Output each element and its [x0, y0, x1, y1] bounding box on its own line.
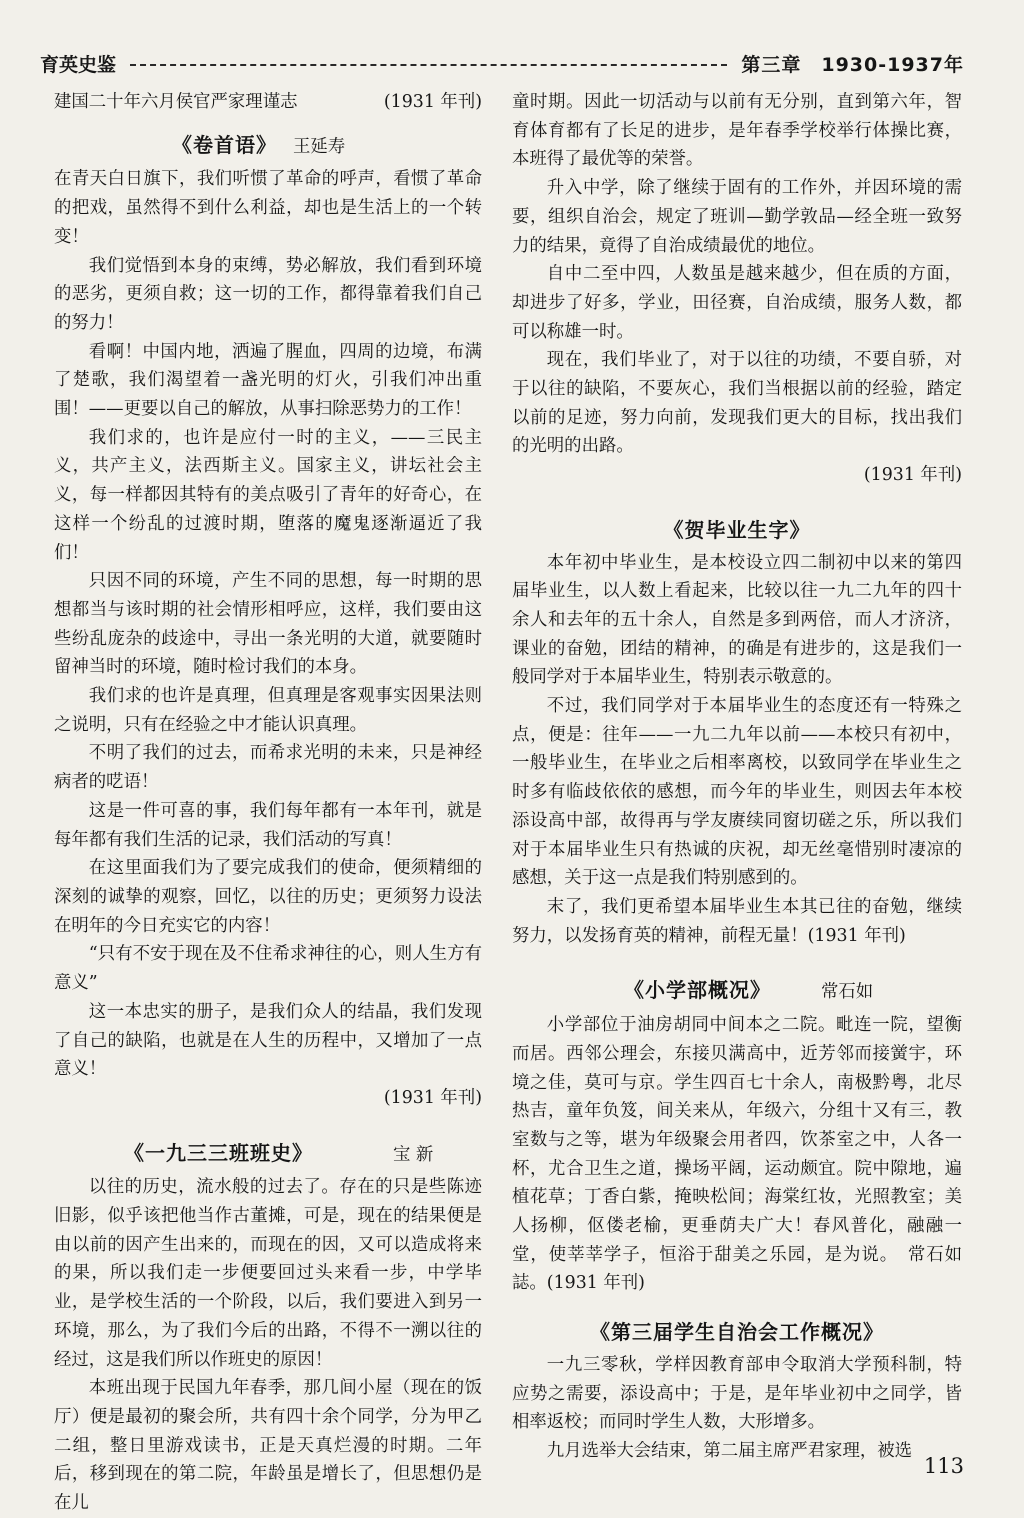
- paragraph: 升入中学，除了继续于固有的工作外，并因环境的需要，组织自治会，规定了班训—勤学敦品—经全班一致努力的结果，竟得了自治成绩最优的地位。: [512, 178, 962, 256]
- paragraph: 以往的历史，流水般的过去了。存在的只是些陈迹旧影，似乎该把他当作古董摊，可是，现在的结果便是由以前的因产生出来的，而现在的因，又可以造成将来的果，所以我们走一步便要回过头来看一步，中学毕业，是学校生活的一个阶段，以后，我们要进入到另一环境，那么，为了我们今后的出路，不得不一溯以往的经过，这是我们所以作班史的原因！: [54, 1177, 482, 1370]
- header-dashed-rule: [130, 64, 727, 66]
- paragraph: 这一本忠实的册子，是我们众人的结晶，我们发现了自己的缺陷，也就是在人生的历程中，又增加了一点意义！: [54, 1001, 482, 1080]
- left-column: [54, 88, 482, 1518]
- section-heading: [172, 131, 482, 162]
- section-heading: [624, 976, 962, 1007]
- paragraph: 自中二至中四，人数虽是越来越少，但在质的方面，却进步了好多，学业，田径赛，自治成绩，服务人数，都可以称雄一时。: [512, 264, 962, 342]
- section-author: 王延寿: [293, 136, 346, 157]
- page-number: 113: [923, 1454, 964, 1478]
- paragraph: 不明了我们的过去，而希求光明的未来，只是神经病者的呓语！: [54, 743, 482, 793]
- section-title: 《卷首语》: [172, 132, 277, 157]
- paragraph: 看啊！中国内地，洒遍了腥血，四周的边境，布满了楚歌，我们渴望着一盏光明的灯火，引我们冲出重围！——更要以自己的解放，从事扫除恶势力的工作！: [54, 341, 482, 420]
- section-title: 《第三届学生自治会工作概况》: [590, 1320, 884, 1345]
- paragraph: 我们求的，也许是应付一时的主义，——三民主义，共产主义，法西斯主义。国家主义，讲坛社会主义，每一样都因其特有的美点吸引了青年的好奇心，在这样一个纷乱的过渡时期，堕落的魔鬼逐渐逼近了我们！: [54, 427, 482, 563]
- paragraph: 我们求的也许是真理，但真理是客观事实因果法则之说明，只有在经验之中才能认识真理。: [54, 686, 482, 735]
- signature-text: 建国二十年六月侯官严家理谨志: [54, 92, 298, 112]
- year-note: (1931 年刊): [863, 465, 962, 486]
- paragraph: 只因不同的环境，产生不同的思想，每一时期的思想都当与该时期的社会情形相呼应，这样，我们要由这些纷乱庞杂的歧途中，寻出一条光明的大道，就要随时留神当时的环境，随时检讨我们的本身。: [54, 571, 482, 678]
- paragraph: 我们觉悟到本身的束缚，势必解放，我们看到环境的恶劣，更须自救；这一切的工作，都得靠着我们自己的努力！: [54, 255, 482, 333]
- section-heading: [124, 1139, 482, 1170]
- section-title: 《贺毕业生字》: [663, 517, 811, 542]
- paragraph: 童时期。因此一切活动与以前有无分别，直到第六年，智育体育都有了长足的进步，是年春季学校举行体操比赛，本班得了最优等的荣誉。: [512, 92, 962, 170]
- paragraph: “只有不安于现在及不住希求神往的心，则人生方有意义”: [54, 944, 482, 994]
- section-title: 《小学部概况》: [624, 978, 771, 1003]
- paragraph: 在这里面我们为了要完成我们的使命，便须精细的深刻的诚挚的观察，回忆，以往的历史；更须努力设法在明年的今日充实它的内容！: [54, 858, 482, 936]
- year-note: (1931 年刊): [383, 1087, 482, 1108]
- book-title: 育英史鉴: [40, 53, 117, 76]
- section-author: 宝 新: [393, 1144, 434, 1165]
- paragraph: 现在，我们毕业了，对于以往的功绩，不要自骄，对于以往的缺陷，不要灰心，我们当根据以前的经验，踏定以前的足迹，努力向前，发现我们更大的目标，找出我们的光明的出路。: [512, 350, 962, 457]
- paragraph: 小学部位于油房胡同中间本之二院。毗连一院，望衡而居。西邻公理会，东接贝满高中，近芳邻而接黉宇，环境之佳，莫可与京。学生四百七十余人，南极黔粤，北尽热吉，童年负笈，间关来从，年级六，分组十又有三，教室数与之等，堪为年级聚会用者四，饮茶室之中，人各一杯，尤合卫生之道，操场平阔，运动颇宜。院中隙地，遍植花草；丁香白紫，掩映松间；海棠红妆，光照教室；美人扬柳，伛偻老榆，更垂荫夫广大！春风普化，融融一堂，使莘莘学子，恒浴于甜美之乐园，是为说。 常石如誌。(1931 年刊): [512, 1015, 962, 1294]
- right-column: [512, 88, 962, 1466]
- section-title: 《一九三三班班史》: [124, 1140, 313, 1165]
- section-heading: [512, 1318, 962, 1347]
- paragraph: 在青天白日旗下，我们听惯了革命的呼声，看惯了革命的把戏，虽然得不到什么利益，却也是生活上的一个转变！: [54, 169, 482, 247]
- paragraph: 本班出现于民国九年春季，那几间小屋（现在的饭厅）便是最初的聚会所，共有四十余个同学，分为甲乙二组，整日里游戏读书，正是天真烂漫的时期。二年后，移到现在的第二院，年龄虽是增长了，但思想仍是在儿: [54, 1378, 482, 1514]
- paragraph: 本年初中毕业生，是本校设立四二制初中以来的第四届毕业生，以人数上看起来，比较以往一九二九年的四十余人和去年的五十余人，自然是多到两倍，而人才济济，课业的奋勉，团结的精神，的确是有进步的，这是我们一般同学对于本届毕业生，特别表示敬意的。: [512, 552, 962, 688]
- running-header: [40, 46, 964, 80]
- paragraph: 一九三零秋，学样因教育部申令取消大学预科制，特应势之需要，添设高中；于是，是年毕业初中之同学，皆相率返校；而同时学生人数，大形增多。: [512, 1354, 962, 1433]
- signature-line: [54, 88, 482, 117]
- section-heading: [512, 516, 962, 545]
- paragraph: 九月选举大会结束，第二届主席严君家理，被选: [546, 1440, 913, 1461]
- chapter-title: 第三章 1930-1937年: [741, 53, 964, 76]
- paragraph: 不过，我们同学对于本届毕业生的态度还有一特殊之点，便是：往年——一九二九年以前——本校只有初中，一般毕业生，在毕业之后相率离校，以致同学在毕业生之时多有临歧依依的感想，而今年的毕业生，则因去年本校添设高中部，故得再与学友赓续同窗切磋之乐，所以我们对于本届毕业生只有热诚的庆祝，却无丝毫惜别时凄凉的感想，关于这一点是我们特别感到的。: [512, 696, 962, 889]
- paragraph: 末了，我们更希望本届毕业生本其已往的奋勉，继续努力，以发扬育英的精神，前程无量！(1931 年刊): [512, 896, 962, 946]
- paragraph: 这是一件可喜的事，我们每年都有一本年刊，就是每年都有我们生活的记录，我们活动的写真！: [54, 800, 482, 850]
- section-author: 常石如: [821, 982, 874, 1003]
- signature-year: (1931 年刊): [383, 92, 482, 112]
